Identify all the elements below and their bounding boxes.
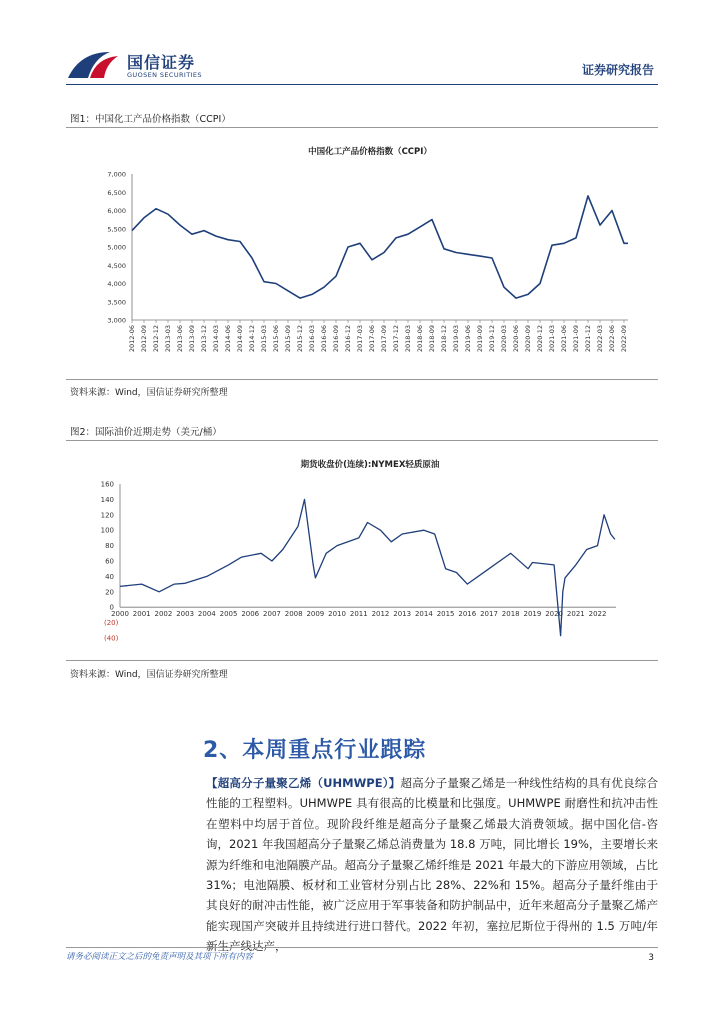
x-tick-label: 2016-12 xyxy=(344,325,352,353)
header-divider xyxy=(66,84,658,85)
figure1-source: 资料来源：Wind，国信证券研究所整理 xyxy=(70,388,228,398)
x-tick-label: 2004 xyxy=(197,610,216,619)
x-tick-label: 2022-03 xyxy=(596,325,604,353)
x-tick-label: 2002 xyxy=(154,610,173,619)
y-tick-label: 5,500 xyxy=(107,225,126,234)
uhmwpe-paragraph xyxy=(206,773,658,957)
x-tick-label: 2021 xyxy=(566,610,585,619)
x-tick-label: 2014-12 xyxy=(248,325,256,353)
x-tick-label: 2017-06 xyxy=(368,325,376,353)
figure1-caption: 图1：中国化工产品价格指数（CCPI） xyxy=(70,114,231,125)
figure1-chart-title: 中国化工产品价格指数（CCPI） xyxy=(308,147,432,157)
y-tick-label: 6,500 xyxy=(107,188,126,197)
y-tick-label: (20) xyxy=(104,619,119,628)
x-tick-label: 2013-06 xyxy=(176,325,184,353)
x-tick-label: 2014-09 xyxy=(236,325,244,353)
x-tick-label: 2022-06 xyxy=(608,325,616,353)
x-tick-label: 2016-06 xyxy=(320,325,328,353)
x-tick-label: 2017-12 xyxy=(392,325,400,353)
crude-oil-line-chart xyxy=(80,476,640,646)
x-tick-label: 2009 xyxy=(306,610,325,619)
y-tick-label: (40) xyxy=(104,634,119,643)
y-tick-label: 80 xyxy=(105,542,114,551)
x-tick-label: 2020-06 xyxy=(512,325,520,353)
x-tick-label: 2001 xyxy=(132,610,151,619)
x-tick-label: 2017 xyxy=(480,610,498,619)
x-tick-label: 2006 xyxy=(241,610,260,619)
figure2-caption: 图2：国际油价近期走势（美元/桶） xyxy=(70,427,222,438)
x-tick-label: 2013-09 xyxy=(188,325,196,353)
x-tick-label: 2018-06 xyxy=(416,325,424,353)
y-tick-label: 40 xyxy=(105,572,114,581)
y-tick-label: 140 xyxy=(100,495,114,504)
figure1-top-rule xyxy=(66,127,658,128)
x-tick-label: 2011 xyxy=(349,610,368,619)
x-tick-label: 2019-03 xyxy=(452,325,460,353)
ccpi-line-chart xyxy=(80,160,640,375)
x-tick-label: 2017-03 xyxy=(356,325,364,353)
y-tick-label: 3,000 xyxy=(107,316,126,325)
x-tick-label: 2003 xyxy=(176,610,195,619)
x-tick-label: 2015-12 xyxy=(296,325,304,353)
x-tick-label: 2015 xyxy=(436,610,455,619)
x-tick-label: 2012 xyxy=(371,610,390,619)
x-tick-label: 2018-03 xyxy=(404,325,412,353)
y-tick-label: 5,000 xyxy=(107,243,126,252)
footer-divider xyxy=(66,947,658,948)
y-tick-label: 4,500 xyxy=(107,261,126,270)
y-tick-label: 20 xyxy=(105,588,114,597)
x-tick-label: 2012-06 xyxy=(128,325,136,353)
guosen-logo-icon xyxy=(66,48,124,82)
x-tick-label: 2022 xyxy=(588,610,607,619)
figure1-bottom-rule xyxy=(66,379,658,380)
figure2-chart-title: 期货收盘价(连续):NYMEX轻质原油 xyxy=(300,460,440,470)
y-tick-label: 160 xyxy=(100,480,114,489)
x-tick-label: 2012-09 xyxy=(140,325,148,353)
x-tick-label: 2019 xyxy=(523,610,542,619)
section-title: 2、本周重点行业跟踪 xyxy=(203,738,427,763)
x-tick-label: 2013 xyxy=(393,610,412,619)
x-tick-label: 2016 xyxy=(458,610,477,619)
x-tick-label: 2021-03 xyxy=(548,325,556,353)
x-tick-label: 2013-12 xyxy=(200,325,208,353)
figure2-source: 资料来源：Wind，国信证券研究所整理 xyxy=(70,670,228,680)
x-tick-label: 2015-06 xyxy=(272,325,280,353)
logo-english-name: GUOSEN SECURITIES xyxy=(127,71,202,79)
x-tick-label: 2012-12 xyxy=(152,325,160,353)
x-tick-label: 2021-12 xyxy=(584,325,592,353)
x-tick-label: 2016-03 xyxy=(308,325,316,353)
x-tick-label: 2014 xyxy=(414,610,433,619)
y-tick-label: 3,500 xyxy=(107,298,126,307)
x-tick-label: 2020 xyxy=(545,610,564,619)
y-tick-label: 60 xyxy=(105,557,114,566)
x-tick-label: 2017-09 xyxy=(380,325,388,353)
y-tick-label: 100 xyxy=(100,526,114,535)
x-tick-label: 2021-09 xyxy=(572,325,580,353)
x-tick-label: 2019-09 xyxy=(476,325,484,353)
x-tick-label: 2015-03 xyxy=(260,325,268,353)
x-tick-label: 2022-09 xyxy=(620,325,628,353)
report-type-label: 证券研究报告 xyxy=(581,63,654,77)
x-tick-label: 2014-06 xyxy=(224,325,232,353)
x-tick-label: 2020-12 xyxy=(536,325,544,353)
x-tick-label: 2010 xyxy=(328,610,346,619)
x-tick-label: 2015-09 xyxy=(284,325,292,353)
x-tick-label: 2018-12 xyxy=(440,325,448,353)
x-tick-label: 2021-06 xyxy=(560,325,568,353)
x-tick-label: 2013-03 xyxy=(164,325,172,353)
x-tick-label: 2020-03 xyxy=(500,325,508,353)
figure2-bottom-rule xyxy=(66,660,658,661)
paragraph-body: 超高分子量聚乙烯是一种线性结构的具有优良综合性能的工程塑料。UHMWPE 具有很高的比模量和比强度。UHMWPE 耐磨性和抗冲击性在塑料中均居于首位。现阶段纤维是超高分子量聚乙烯最大消费领域。据中国化信-咨询，2021 年我国超高分子量聚乙烯总消费量为 18.8 万吨，同比增长 19%，主要增长来源为纤维和电池隔膜产品。超高分子量聚乙烯纤维是 2021 年最大的下游应用领域，占比 31%；电池隔膜、板材和工业管材分别占比 28%、22%和 15%。超高分子量纤维由于其良好的耐冲击性能，被广泛应用于军事装备和防护制品中，近年来超高分子量聚乙烯产能实现国产突破并且持续进行进口替代。2022 年初，塞拉尼斯位于得州的 1.5 万吨/年新生产线达产， xyxy=(206,776,659,954)
x-tick-label: 2019-06 xyxy=(464,325,472,353)
footer-disclaimer: 请务必阅读正文之后的免责声明及其项下所有内容 xyxy=(66,952,254,962)
y-tick-label: 120 xyxy=(100,511,114,520)
x-tick-label: 2000 xyxy=(111,610,129,619)
x-tick-label: 2018 xyxy=(501,610,520,619)
x-tick-label: 2020-09 xyxy=(524,325,532,353)
y-tick-label: 7,000 xyxy=(107,170,126,179)
x-tick-label: 2007 xyxy=(263,610,281,619)
x-tick-label: 2005 xyxy=(219,610,238,619)
x-tick-label: 2019-12 xyxy=(488,325,496,353)
x-tick-label: 2016-09 xyxy=(332,325,340,353)
y-tick-label: 4,000 xyxy=(107,280,126,288)
x-tick-label: 2008 xyxy=(284,610,303,619)
y-tick-label: 0 xyxy=(109,603,114,612)
page-number: 3 xyxy=(648,953,654,963)
x-tick-label: 2018-09 xyxy=(428,325,436,353)
y-tick-label: 6,000 xyxy=(107,207,126,215)
logo-chinese-name: 国信证券 xyxy=(127,53,196,72)
paragraph-lead: 【超高分子量聚乙烯（UHMWPE）】 xyxy=(206,776,401,790)
figure2-top-rule xyxy=(66,440,658,441)
ccpi-series-line xyxy=(132,196,628,298)
x-tick-label: 2014-03 xyxy=(212,325,220,353)
